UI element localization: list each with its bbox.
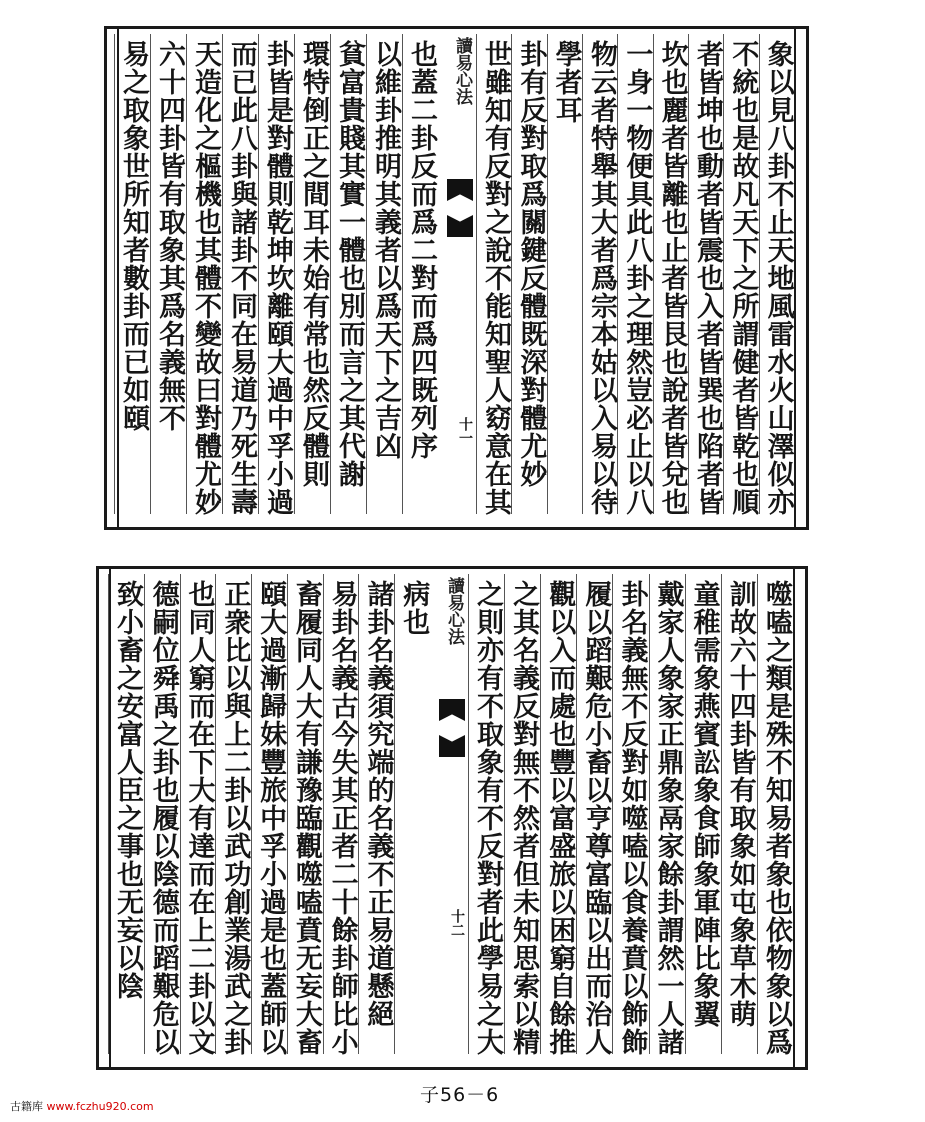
column-rule [114, 34, 115, 514]
column-rule [222, 34, 223, 514]
center-band-title: 讀易心法 [444, 577, 464, 645]
text-column: 德嗣位舜禹之卦也履以陰德而蹈艱危以 [147, 580, 179, 1056]
text-column: 學者耳 [550, 40, 582, 124]
column-rule [649, 574, 650, 1054]
text-column: 卦皆是對體則乾坤坎離頤大過中孚小過 [262, 40, 293, 516]
text-column: 坎也麗者皆離也止者皆艮也說者皆兌也 [656, 40, 688, 516]
text-column: 頤大過漸歸妹豐旅中孚小過是也蓋師以 [255, 580, 287, 1056]
text-column: 致小畜之安富人臣之事也无妄以陰 [112, 580, 143, 1000]
column-rule [612, 574, 613, 1054]
text-column: 也同人窮而在下大有達而在上二卦以文 [183, 580, 215, 1056]
text-column: 卦名義無不反對如噬嗑以食養賁以飾飾 [616, 580, 648, 1056]
column-rule [504, 574, 505, 1054]
site-footer [10, 1098, 154, 1114]
column-rule [757, 574, 758, 1054]
text-column: 世雖知有反對之說不能知聖人窈意在其 [480, 40, 511, 516]
text-column: 象以見八卦不止天地風雷水火山澤似亦 [762, 40, 794, 516]
text-column: 畜履同人大有謙豫臨觀噬嗑賁无妄大畜 [290, 580, 322, 1056]
column-rule [330, 34, 331, 514]
text-column: 病也 [398, 580, 430, 636]
column-rule [150, 34, 151, 514]
folio-number: 十二 [449, 909, 465, 937]
fish-tail-mark [447, 215, 473, 237]
text-column: 之其名義反對無不然者但未知思索以精 [508, 580, 540, 1056]
text-column: 而已此八卦與諸卦不同在易道乃死生壽 [226, 40, 257, 516]
column-rule [540, 574, 541, 1054]
text-column: 環特倒正之間耳未始有常也然反體則 [298, 40, 329, 488]
fish-tail-mark [439, 735, 465, 757]
center-band-title: 讀易心法 [452, 37, 472, 105]
site-label: 古籍库 [10, 1100, 43, 1113]
text-column: 不統也是故凡天下之所謂健者皆乾也順 [727, 40, 759, 516]
column-rule [468, 574, 469, 1054]
text-column: 之則亦有不取象有不反對者此學易之大 [472, 580, 503, 1056]
column-rule [108, 574, 109, 1054]
inner-border-right [793, 569, 795, 1067]
text-column: 六十四卦皆有取象其爲名義無不 [154, 40, 185, 432]
page-code: 子56－6 [420, 1084, 500, 1106]
text-column: 童稚需象燕賓訟象食師象軍陣比象翼 [688, 580, 720, 1028]
text-column: 貧富貴賤其實一體也別而言之其代謝 [334, 40, 365, 488]
fish-tail-mark [447, 179, 473, 201]
column-rule [186, 34, 187, 514]
column-rule [476, 34, 477, 514]
text-column: 正衆比以與上二卦以武功創業湯武之卦 [219, 580, 251, 1056]
column-rule [402, 34, 403, 514]
text-column: 噬嗑之類是殊不知易者象也依物象以爲 [760, 580, 792, 1056]
text-column: 訓故六十四卦皆有取象如屯象草木萌 [724, 580, 756, 1028]
fish-tail-mark [439, 699, 465, 721]
text-column: 履以蹈艱危小畜以亨尊富臨以出而治人 [580, 580, 612, 1056]
text-column: 易卦名義古今失其正者二十餘卦師比小 [326, 580, 358, 1056]
site-url[interactable]: www.fczhu920.com [46, 1100, 154, 1113]
column-rule [685, 574, 686, 1054]
text-column: 一身一物便具此八卦之理然豈必止以八 [621, 40, 653, 516]
column-rule [721, 574, 722, 1054]
column-rule [366, 34, 367, 514]
folio-number: 十一 [457, 417, 473, 445]
text-column: 也蓋二卦反而爲二對而爲四既列序 [406, 40, 437, 460]
column-rule [258, 34, 259, 514]
text-column: 諸卦名義須究端的名義不正易道懸絕 [362, 580, 394, 1028]
text-column: 易之取象世所知者數卦而已如頤 [118, 40, 149, 432]
text-column: 以維卦推明其義者以爲天下之吉凶 [370, 40, 401, 460]
text-column: 觀以入而處也豐以富盛旅以困窮自餘推 [544, 580, 576, 1056]
text-column: 物云者特舉其大者爲宗本姑以入易以待 [586, 40, 617, 516]
column-rule [294, 34, 295, 514]
text-column: 戴家人象家正鼎象鬲家餘卦謂然一人諸 [652, 580, 684, 1056]
text-column: 天造化之樞機也其體不變故曰對體尤妙 [190, 40, 221, 516]
text-column: 卦有反對取爲關鍵反體既深對體尤妙 [515, 40, 547, 488]
text-column: 者皆坤也動者皆震也入者皆巽也陷者皆 [692, 40, 723, 516]
column-rule [576, 574, 577, 1054]
